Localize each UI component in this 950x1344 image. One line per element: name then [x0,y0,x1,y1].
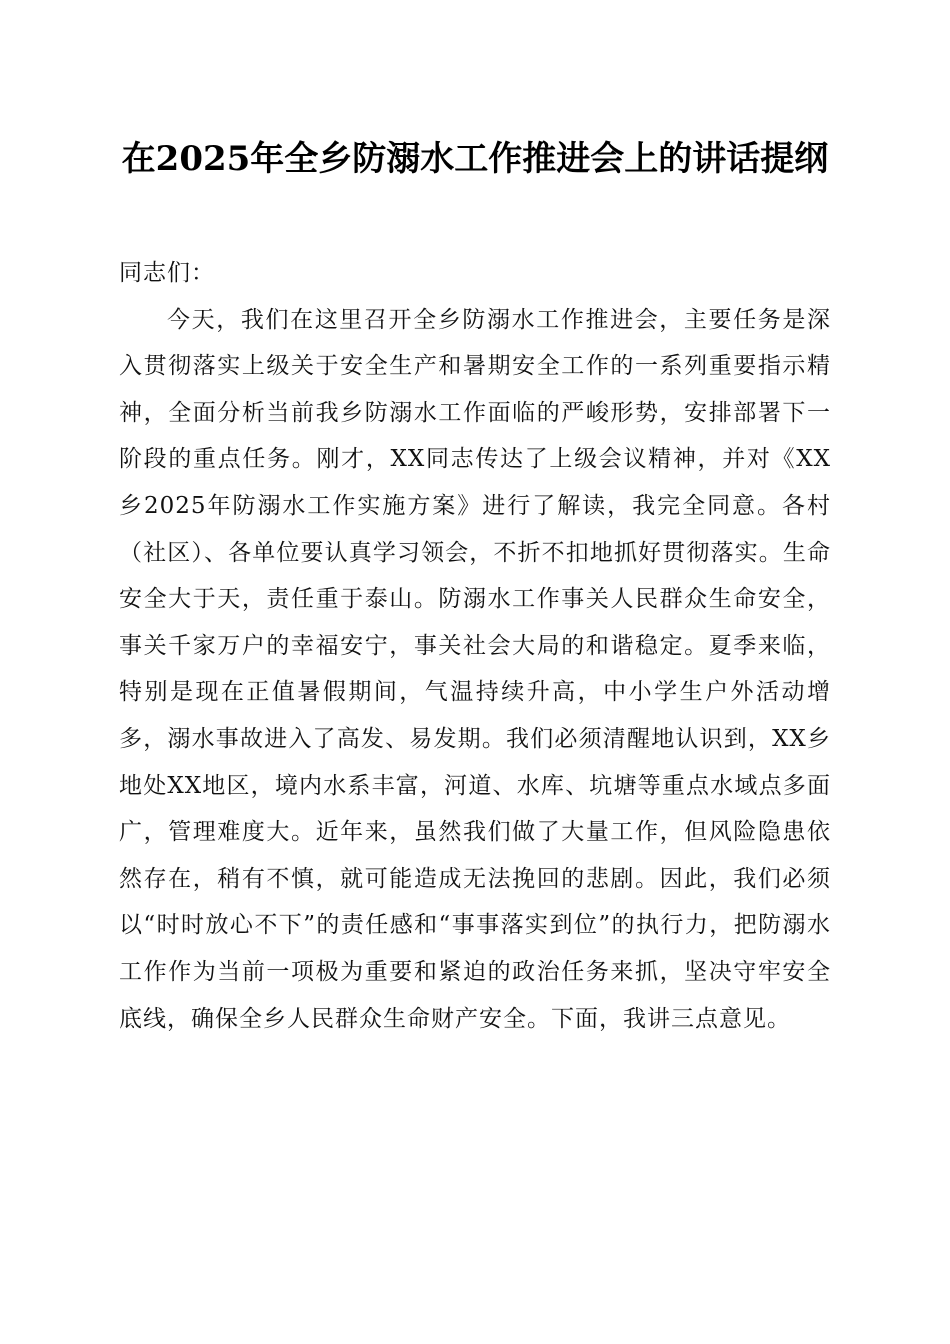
document-title: 在2025年全乡防溺水工作推进会上的讲话提纲 [121,139,829,179]
document-body [119,250,831,1042]
body-paragraph: 今天，我们在这里召开全乡防溺水工作推进会，主要任务是深入贯彻落实上级关于安全生产和暑期安全工作的一系列重要指示精神，全面分析当前我乡防溺水工作面临的严峻形势，安排部署下一阶段的重点任务。刚才，XX同志传达了上级会议精神，并对《XX乡2025年防溺水工作实施方案》进行了解读，我完全同意。各村（社区）、各单位要认真学习领会，不折不扣地抓好贯彻落实。生命安全大于天，责任重于泰山。防溺水工作事关人民群众生命安全，事关千家万户的幸福安宁，事关社会大局的和谐稳定。夏季来临，特别是现在正值暑假期间，气温持续升高，中小学生户外活动增多，溺水事故进入了高发、易发期。我们必须清醒地认识到，XX乡地处XX地区，境内水系丰富，河道、水库、坑塘等重点水域点多面广，管理难度大。近年来，虽然我们做了大量工作，但风险隐患依然存在，稍有不慎，就可能造成无法挽回的悲剧。因此，我们必须以“时时放心不下”的责任感和“事事落实到位”的执行力，把防溺水工作作为当前一项极为重要和紧迫的政治任务来抓，坚决守牢安全底线，确保全乡人民群众生命财产安全。下面，我讲三点意见。 [119,306,831,1032]
salutation: 同志们： [119,260,215,286]
